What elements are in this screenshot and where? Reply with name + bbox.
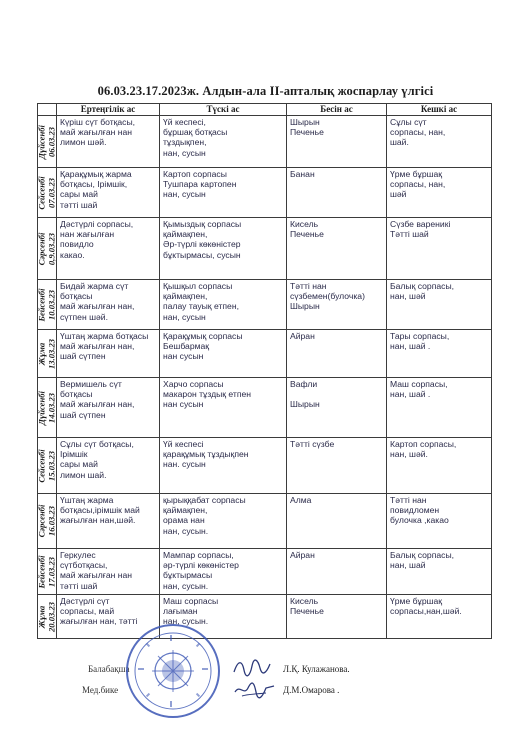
lunch-cell: Үй кеспесі қарақұмық тұздықпен нан. сусын: [160, 438, 287, 494]
day-label: Бейсенбі 17.03.23: [36, 554, 56, 589]
dinner-cell: Үрме бұршақ сорпасы, нан, шәй: [387, 168, 492, 218]
dinner-cell: Картоп сорпасы, нан, шәй.: [387, 438, 492, 494]
lunch-cell: Картоп сорпасы Тушпара картопен нан, сусын: [160, 168, 287, 218]
lunch-cell: қырыққабат сорпасы қаймақпен, орама нан нан, сусын.: [160, 494, 287, 549]
header-snack: Бесін ас: [287, 104, 387, 116]
breakfast-cell: Дәстүрлі сүт сорпасы, май жағылған нан, тәтті: [57, 595, 160, 639]
lunch-cell: Қышқыл сорпасы қаймақпен, палау тауық етпен, нан, сусын: [160, 280, 287, 330]
snack-cell: Кисель Печенье: [287, 595, 387, 639]
breakfast-cell: Үштаң жарма ботқасы,ірімшік май жағылған нан,шәй.: [57, 494, 160, 549]
day-label: Дүйсенбі 06.03.23: [36, 124, 56, 159]
day-label: Сәрсенбі 16.03.23: [36, 504, 56, 538]
breakfast-cell: Қарақұмық жарма ботқасы, Ірімшік, сары май тәтті шай: [57, 168, 160, 218]
snack-cell: Тәтті нан сүзбемен(булочка) Шырын: [287, 280, 387, 330]
lunch-cell: Қарақұмық сорпасы Бешбармақ нан сусын: [160, 330, 287, 378]
lunch-cell: Маш сорпасы лағыман нан, сусын.: [160, 595, 287, 639]
dinner-cell: Сұлы сүт сорпасы, нан, шай.: [387, 116, 492, 168]
breakfast-cell: Геркулес сүтботқасы, май жағылған нан тәтті шай: [57, 549, 160, 595]
dinner-cell: Сүзбе вареникі Тәтті шай: [387, 218, 492, 280]
breakfast-cell: Дәстүрлі сорпасы, нан жағылған повидло какао.: [57, 218, 160, 280]
signature-scribble-icon: [232, 678, 276, 700]
breakfast-cell: Вермишель сүт ботқасы май жағылған нан, шай сүтпен: [57, 378, 160, 438]
official-stamp-icon: [124, 622, 222, 720]
snack-cell: Банан: [287, 168, 387, 218]
header-dinner: Кешкі ас: [387, 104, 492, 116]
breakfast-cell: Сұлы сүт ботқасы, Ірімшік сары май лимон шай.: [57, 438, 160, 494]
day-label: Жұма 20.03.23: [36, 601, 56, 632]
page-title: 06.03.23.17.2023ж. Алдын-ала II-апталық жоспарлау үлгісі: [97, 84, 434, 98]
snack-cell: Алма: [287, 494, 387, 549]
lunch-cell: Мампар сорпасы, әр-түрлі көкөністер бұктырмасы нан, сусын.: [160, 549, 287, 595]
day-label: Сейсенбі 15.03.23: [36, 448, 56, 483]
dinner-cell: Балық сорпасы, нан, шай: [387, 549, 492, 595]
breakfast-cell: Күріш сүт ботқасы, май жағылған нан лимон шәй.: [57, 116, 160, 168]
lunch-cell: Қымыздық сорпасы қаймақпен, Әр-түрлі көкөністер бұктырмасы, сусын: [160, 218, 287, 280]
dinner-cell: Маш сорпасы, нан, шай .: [387, 378, 492, 438]
dinner-cell: Тәтті нан повидломен булочка ,какао: [387, 494, 492, 549]
day-label: Дүйсенбі 14.03.23: [36, 390, 56, 425]
snack-cell: Шырын Печенье: [287, 116, 387, 168]
signature-name-nurse: Д.М.Омарова .: [283, 685, 340, 695]
day-label: Сәрсенбі 0,9.03.23: [36, 232, 56, 265]
snack-cell: Вафли Шырын: [287, 378, 387, 438]
signature-scribble-icon: [232, 656, 272, 678]
dinner-cell: Үрме бұршақ сорпасы,нан,шәй.: [387, 595, 492, 639]
snack-cell: Кисель Печенье: [287, 218, 387, 280]
breakfast-cell: Үштаң жарма ботқасы май жағылған нан, шай сүтпен: [57, 330, 160, 378]
snack-cell: Айран: [287, 549, 387, 595]
day-label: Бейсенбі 10.03.23: [36, 287, 56, 322]
header-lunch: Түскі ас: [160, 104, 287, 116]
day-label: Сейсенбі 07.03.23: [36, 175, 56, 210]
header-breakfast: Ертеңгілік ас: [57, 104, 160, 116]
dinner-cell: Балық сорпасы, нан, шәй: [387, 280, 492, 330]
dinner-cell: Тары сорпасы, нан, шай .: [387, 330, 492, 378]
signature-name-director: Л.Қ. Кулажанова.: [283, 664, 350, 674]
breakfast-cell: Бидай жарма сүт ботқасы май жағылған нан, сүтпен шәй.: [57, 280, 160, 330]
snack-cell: Айран: [287, 330, 387, 378]
lunch-cell: Харчо сорпасы макарон тұздық етпен нан сусын: [160, 378, 287, 438]
day-label: Жұма 13.03.23: [36, 338, 56, 369]
snack-cell: Тәтті сүзбе: [287, 438, 387, 494]
signature-role-director: Балабақша: [88, 664, 130, 674]
lunch-cell: Үй кеспесі, бұршақ ботқасы тұздықпен, нан, сусын: [160, 116, 287, 168]
signature-role-nurse: Мед.бике: [82, 685, 119, 695]
